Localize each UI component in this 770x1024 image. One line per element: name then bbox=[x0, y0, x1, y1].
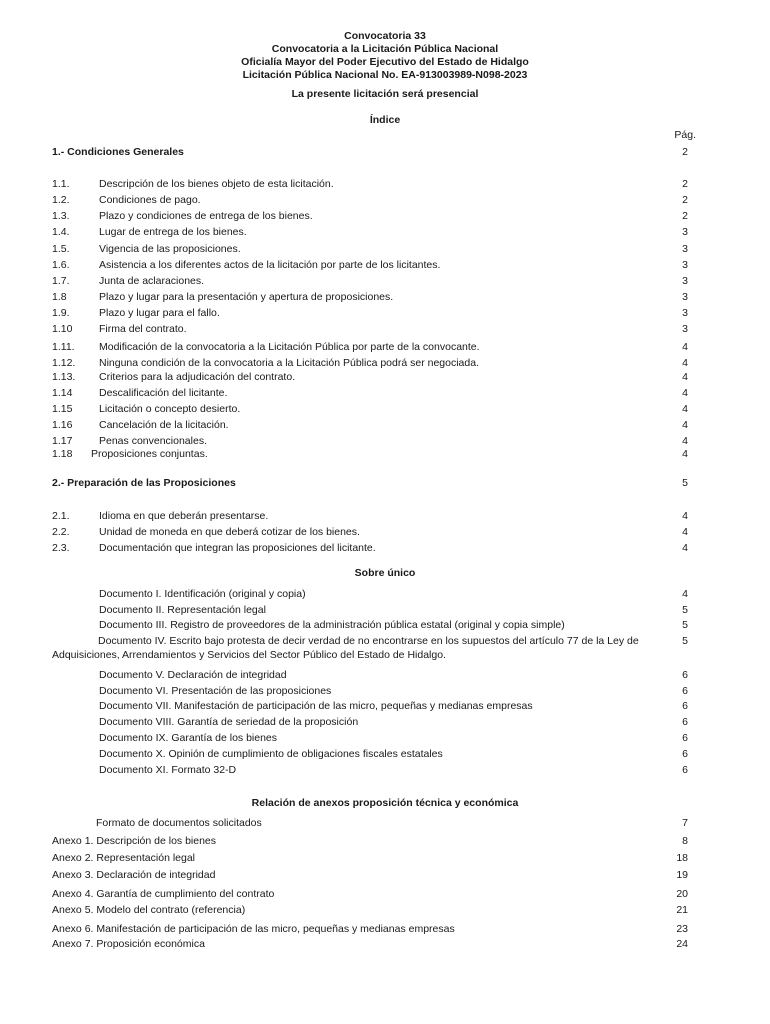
section-1-title: 1.- Condiciones Generales bbox=[52, 146, 184, 158]
toc-item-row bbox=[0, 225, 770, 239]
toc-item-text: Descalificación del licitante. bbox=[99, 387, 228, 399]
section-2-page: 5 bbox=[682, 477, 688, 489]
toc-item-text: Penas convencionales. bbox=[99, 435, 207, 447]
document-text: Documento V. Declaración de integridad bbox=[99, 669, 287, 681]
toc-item-number: 1.7. bbox=[52, 275, 70, 287]
toc-item-row bbox=[0, 306, 770, 320]
toc-item-number: 1.10 bbox=[52, 323, 73, 335]
document-row bbox=[0, 684, 770, 698]
toc-item-text: Asistencia a los diferentes actos de la licitación por parte de los licitantes. bbox=[99, 259, 441, 271]
toc-item-text: Ninguna condición de la convocatoria a la Licitación Pública podrá ser negociada. bbox=[99, 357, 479, 369]
document-text: Documento X. Opinión de cumplimiento de obligaciones fiscales estatales bbox=[99, 748, 443, 760]
document-row bbox=[0, 587, 770, 601]
document-page: 5 bbox=[682, 635, 688, 647]
document-page: 4 bbox=[682, 588, 688, 600]
anexo-row bbox=[0, 851, 770, 865]
toc-item-page: 4 bbox=[682, 403, 688, 415]
document-text: Documento VII. Manifestación de participación de las micro, pequeñas y medianas empresas bbox=[99, 700, 533, 712]
toc-item-number: 1.1. bbox=[52, 178, 70, 190]
issuing-office: Oficialía Mayor del Poder Ejecutivo del Estado de Hidalgo bbox=[241, 56, 529, 68]
toc-item-text: Plazo y lugar para la presentación y apertura de proposiciones. bbox=[99, 291, 394, 303]
toc-item-row bbox=[0, 418, 770, 432]
toc-item-page: 3 bbox=[682, 323, 688, 335]
anexo-row bbox=[0, 903, 770, 917]
toc-item-number: 1.4. bbox=[52, 226, 70, 238]
toc-item-text: Idioma en que deberán presentarse. bbox=[99, 510, 269, 522]
convocatoria-number: Convocatoria 33 bbox=[344, 30, 426, 42]
toc-item-number: 1.13. bbox=[52, 371, 76, 383]
document-row bbox=[0, 699, 770, 713]
document-text: Documento XI. Formato 32-D bbox=[99, 764, 237, 776]
toc-item-row bbox=[0, 525, 770, 539]
toc-item-text: Lugar de entrega de los bienes. bbox=[99, 226, 247, 238]
toc-item-row bbox=[0, 509, 770, 523]
toc-item-number: 1.6. bbox=[52, 259, 70, 271]
section-2-heading bbox=[0, 476, 770, 490]
toc-item-row bbox=[0, 402, 770, 416]
toc-item-page: 4 bbox=[682, 526, 688, 538]
toc-item-page: 4 bbox=[682, 419, 688, 431]
document-page: 6 bbox=[682, 669, 688, 681]
document-page: 6 bbox=[682, 700, 688, 712]
toc-item-page: 4 bbox=[682, 542, 688, 554]
anexo-page: 8 bbox=[682, 835, 688, 847]
document-row bbox=[0, 634, 770, 661]
document-text: Documento I. Identificación (original y copia) bbox=[99, 588, 306, 600]
page-column-label-row bbox=[0, 128, 770, 142]
toc-item-row bbox=[0, 370, 770, 384]
section-1-page: 2 bbox=[682, 146, 688, 158]
toc-item-row bbox=[0, 447, 770, 461]
anexo-text: Anexo 2. Representación legal bbox=[52, 852, 196, 864]
anexo-text: Anexo 7. Proposición económica bbox=[52, 938, 205, 950]
formato-row bbox=[0, 816, 770, 830]
document-row bbox=[0, 668, 770, 682]
section-1-heading bbox=[0, 145, 770, 159]
toc-item-number: 1.8 bbox=[52, 291, 67, 303]
anexo-row bbox=[0, 922, 770, 936]
toc-item-page: 2 bbox=[682, 178, 688, 190]
anexo-text: Anexo 5. Modelo del contrato (referencia) bbox=[52, 904, 246, 916]
toc-item-page: 4 bbox=[682, 341, 688, 353]
document-page: 6 bbox=[682, 748, 688, 760]
anexo-page: 23 bbox=[676, 923, 688, 935]
toc-item-row bbox=[0, 242, 770, 256]
sobre-unico-heading: Sobre único bbox=[354, 567, 416, 579]
toc-item-page: 4 bbox=[682, 357, 688, 369]
document-row bbox=[0, 603, 770, 617]
document-text: Documento III. Registro de proveedores de la administración pública estatal (original y copia simple) bbox=[99, 619, 565, 631]
toc-item-number: 1.18 bbox=[52, 448, 73, 460]
toc-item-text: Descripción de los bienes objeto de esta licitación. bbox=[99, 178, 334, 190]
document-row bbox=[0, 715, 770, 729]
anexo-page: 19 bbox=[676, 869, 688, 881]
document-text: Documento IX. Garantía de los bienes bbox=[99, 732, 278, 744]
toc-item-row bbox=[0, 209, 770, 223]
document-row bbox=[0, 731, 770, 745]
toc-item-text: Junta de aclaraciones. bbox=[99, 275, 205, 287]
toc-item-row bbox=[0, 290, 770, 304]
anexo-text: Anexo 1. Descripción de los bienes bbox=[52, 835, 217, 847]
toc-item-number: 2.2. bbox=[52, 526, 70, 538]
toc-item-text: Proposiciones conjuntas. bbox=[91, 448, 208, 460]
anexo-page: 18 bbox=[676, 852, 688, 864]
document-row bbox=[0, 618, 770, 632]
index-heading: Índice bbox=[369, 114, 401, 126]
toc-item-number: 1.11. bbox=[52, 341, 75, 353]
toc-item-text: Plazo y condiciones de entrega de los bienes. bbox=[99, 210, 313, 222]
toc-item-page: 3 bbox=[682, 243, 688, 255]
toc-item-text: Modificación de la convocatoria a la Licitación Pública por parte de la convocante. bbox=[99, 341, 480, 353]
toc-item-number: 2.3. bbox=[52, 542, 70, 554]
toc-item-row bbox=[0, 434, 770, 448]
toc-item-text: Plazo y lugar para el fallo. bbox=[99, 307, 220, 319]
toc-item-page: 3 bbox=[682, 307, 688, 319]
toc-item-page: 3 bbox=[682, 226, 688, 238]
formato-page: 7 bbox=[682, 817, 688, 829]
toc-item-text: Vigencia de las proposiciones. bbox=[99, 243, 241, 255]
toc-item-row bbox=[0, 274, 770, 288]
toc-item-number: 1.17 bbox=[52, 435, 73, 447]
toc-item-page: 2 bbox=[682, 210, 688, 222]
toc-item-row bbox=[0, 340, 770, 354]
toc-item-page: 4 bbox=[682, 510, 688, 522]
toc-item-row bbox=[0, 322, 770, 336]
section-2-title: 2.- Preparación de las Proposiciones bbox=[52, 477, 236, 489]
toc-item-row bbox=[0, 356, 770, 370]
document-page: 5 bbox=[682, 619, 688, 631]
anexo-page: 24 bbox=[676, 938, 688, 950]
anexo-row bbox=[0, 834, 770, 848]
toc-item-text: Firma del contrato. bbox=[99, 323, 187, 335]
toc-item-row bbox=[0, 193, 770, 207]
anexo-text: Anexo 6. Manifestación de participación de las micro, pequeñas y medianas empresas bbox=[52, 923, 455, 935]
toc-item-row bbox=[0, 386, 770, 400]
toc-item-page: 3 bbox=[682, 275, 688, 287]
anexo-text: Anexo 4. Garantía de cumplimiento del contrato bbox=[52, 888, 275, 900]
document-page: 6 bbox=[682, 732, 688, 744]
document-row bbox=[0, 747, 770, 761]
toc-item-page: 4 bbox=[682, 387, 688, 399]
toc-item-row bbox=[0, 258, 770, 272]
presencial-note: La presente licitación será presencial bbox=[291, 88, 479, 100]
toc-item-page: 2 bbox=[682, 194, 688, 206]
toc-item-page: 4 bbox=[682, 435, 688, 447]
toc-item-page: 4 bbox=[682, 448, 688, 460]
toc-item-page: 4 bbox=[682, 371, 688, 383]
toc-item-text: Cancelación de la licitación. bbox=[99, 419, 229, 431]
toc-item-number: 1.12. bbox=[52, 357, 76, 369]
document-text: Documento II. Representación legal bbox=[99, 604, 266, 616]
toc-item-number: 1.14 bbox=[52, 387, 73, 399]
document-text: Documento VIII. Garantía de seriedad de la proposición bbox=[99, 716, 359, 728]
toc-item-page: 3 bbox=[682, 291, 688, 303]
toc-item-number: 1.9. bbox=[52, 307, 70, 319]
anexo-text: Anexo 3. Declaración de integridad bbox=[52, 869, 216, 881]
toc-item-text: Licitación o concepto desierto. bbox=[99, 403, 241, 415]
document-page: 5 bbox=[682, 604, 688, 616]
toc-item-row bbox=[0, 541, 770, 555]
document-text: Documento IV. Escrito bajo protesta de decir verdad de no encontrarse en los supuestos del artículo 77 de la Ley de Adquisiciones, Arrendamientos y Servicios del Sector Público del Estado de Hidalgo. bbox=[52, 635, 639, 661]
anexo-row bbox=[0, 937, 770, 951]
anexo-row bbox=[0, 868, 770, 882]
toc-item-text: Criterios para la adjudicación del contrato. bbox=[99, 371, 296, 383]
toc-item-number: 2.1. bbox=[52, 510, 70, 522]
formato-label: Formato de documentos solicitados bbox=[96, 817, 262, 829]
toc-item-text: Condiciones de pago. bbox=[99, 194, 201, 206]
toc-item-row bbox=[0, 177, 770, 191]
toc-item-page: 3 bbox=[682, 259, 688, 271]
anexo-page: 20 bbox=[676, 888, 688, 900]
document-text: Documento VI. Presentación de las proposiciones bbox=[99, 685, 332, 697]
anexo-row bbox=[0, 887, 770, 901]
convocatoria-title: Convocatoria a la Licitación Pública Nacional bbox=[271, 43, 499, 55]
document-page: 6 bbox=[682, 716, 688, 728]
anexo-page: 21 bbox=[676, 904, 688, 916]
toc-item-number: 1.15 bbox=[52, 403, 73, 415]
document-page: 6 bbox=[682, 764, 688, 776]
page-column-label: Pág. bbox=[674, 129, 696, 141]
toc-item-number: 1.3. bbox=[52, 210, 70, 222]
toc-item-number: 1.16 bbox=[52, 419, 73, 431]
document-row bbox=[0, 763, 770, 777]
toc-item-text: Documentación que integran las proposiciones del licitante. bbox=[99, 542, 376, 554]
licitacion-number: Licitación Pública Nacional No. EA-913003989-N098-2023 bbox=[242, 69, 528, 81]
toc-item-text: Unidad de moneda en que deberá cotizar de los bienes. bbox=[99, 526, 360, 538]
document-page: 6 bbox=[682, 685, 688, 697]
anexos-heading: Relación de anexos proposición técnica y económica bbox=[251, 797, 519, 809]
toc-item-number: 1.2. bbox=[52, 194, 70, 206]
toc-item-number: 1.5. bbox=[52, 243, 70, 255]
